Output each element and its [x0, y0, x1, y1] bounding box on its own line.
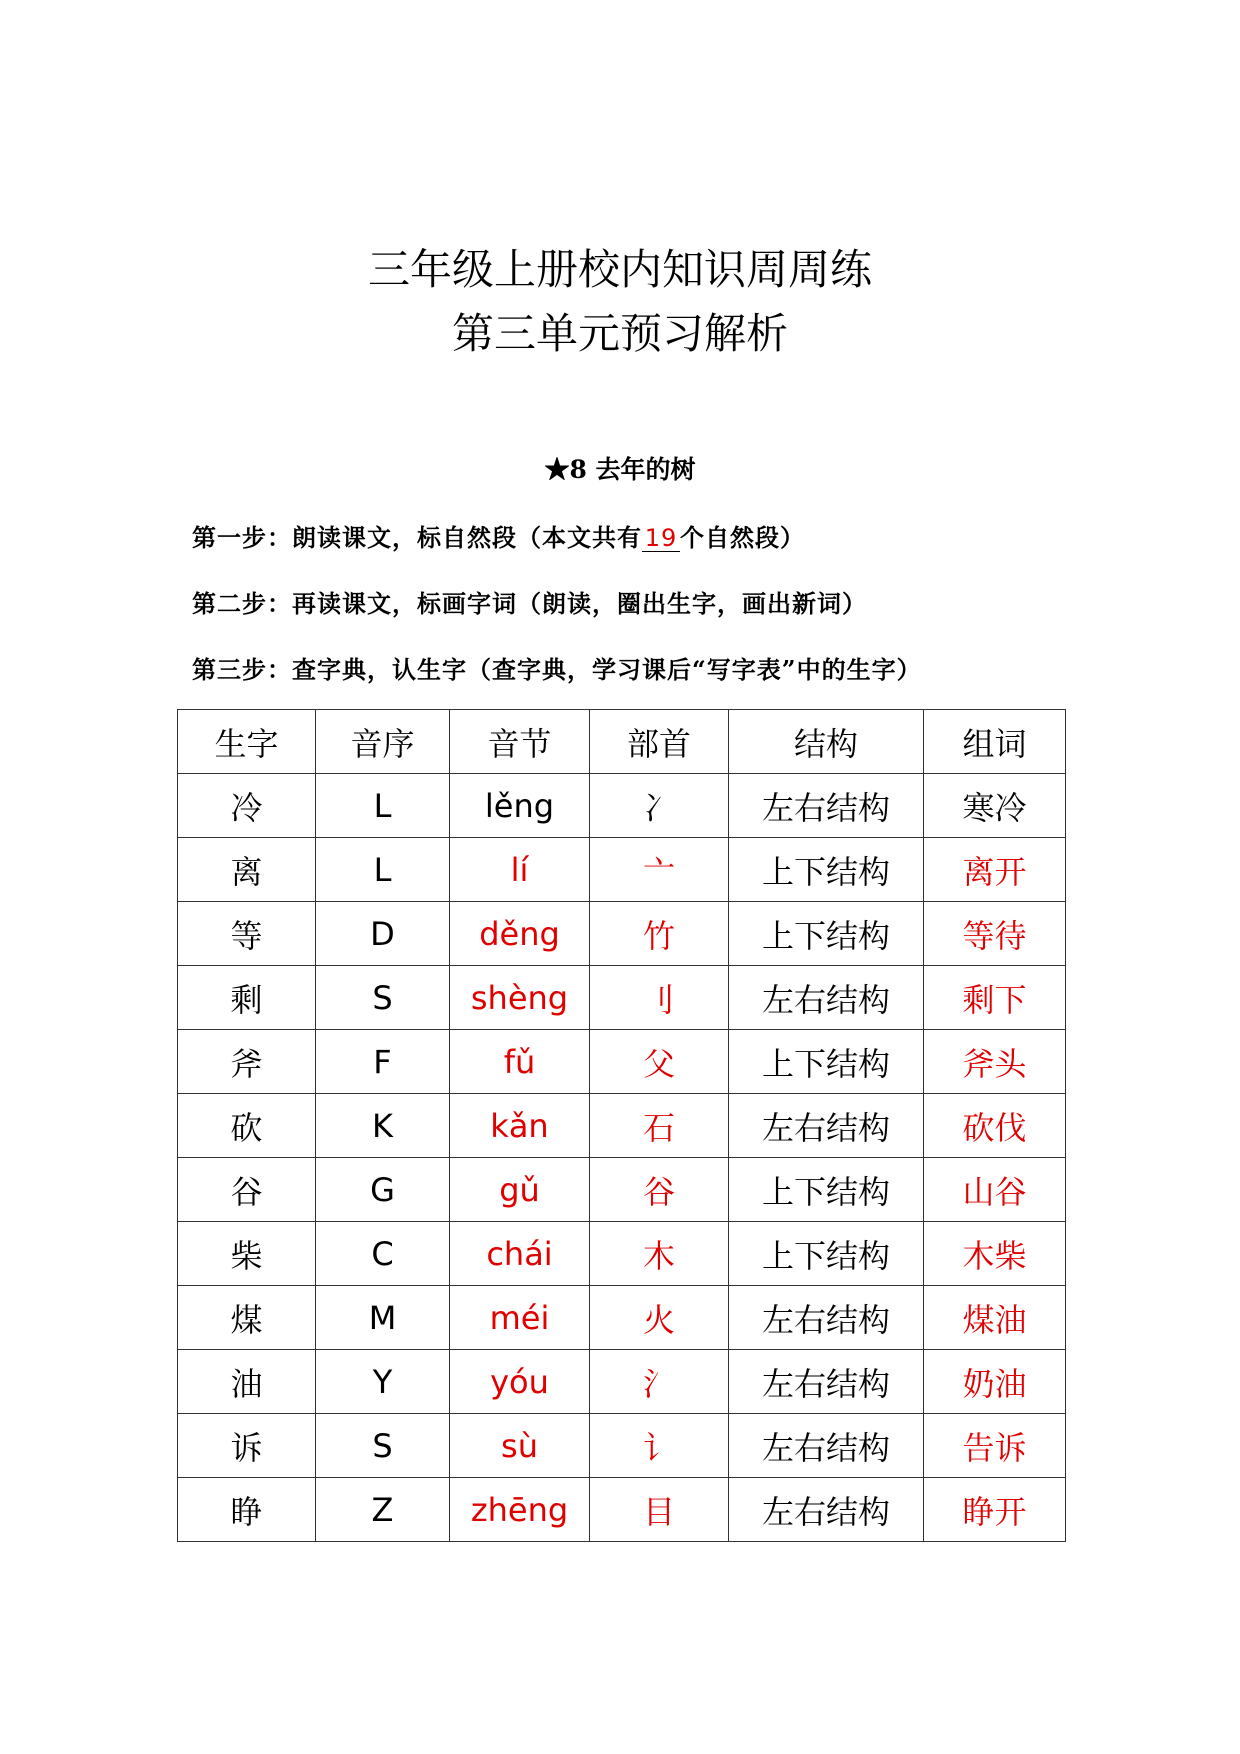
cell-pinyin: sù — [450, 1414, 590, 1478]
paragraph-count-answer: 19 — [642, 526, 680, 552]
table-row — [178, 774, 1066, 838]
cell-structure: 上下结构 — [729, 1158, 924, 1222]
cell-character: 油 — [178, 1350, 316, 1414]
cell-radical: 冫 — [590, 774, 729, 838]
cell-radical: 木 — [590, 1222, 729, 1286]
cell-character: 斧 — [178, 1030, 316, 1094]
cell-words: 告诉 — [924, 1414, 1066, 1478]
cell-radical: 氵 — [590, 1350, 729, 1414]
cell-radical: 火 — [590, 1286, 729, 1350]
cell-words: 等待 — [924, 902, 1066, 966]
cell-initial: F — [316, 1030, 450, 1094]
table-row — [178, 1286, 1066, 1350]
cell-pinyin: shèng — [450, 966, 590, 1030]
cell-initial: S — [316, 1414, 450, 1478]
page-title: 三年级上册校内知识周周练 — [367, 245, 872, 294]
page-subtitle: 第三单元预习解析 — [451, 309, 788, 358]
step-3: 第三步：查字典，认生字（查字典，学习课后“写字表”中的生字） — [192, 655, 922, 684]
cell-initial: Y — [316, 1350, 450, 1414]
table-row — [178, 1094, 1066, 1158]
cell-radical: 谷 — [590, 1158, 729, 1222]
cell-pinyin: lěng — [450, 774, 590, 838]
cell-character: 煤 — [178, 1286, 316, 1350]
cell-pinyin: méi — [450, 1286, 590, 1350]
table-row — [178, 1222, 1066, 1286]
cell-pinyin: chái — [450, 1222, 590, 1286]
header-initial: 音序 — [316, 710, 450, 774]
table-row — [178, 1350, 1066, 1414]
cell-character: 砍 — [178, 1094, 316, 1158]
cell-words: 寒冷 — [924, 774, 1066, 838]
cell-initial: G — [316, 1158, 450, 1222]
cell-structure: 左右结构 — [729, 966, 924, 1030]
cell-pinyin: děng — [450, 902, 590, 966]
cell-radical: 刂 — [590, 966, 729, 1030]
cell-structure: 左右结构 — [729, 1094, 924, 1158]
header-words: 组词 — [924, 710, 1066, 774]
table-header-row — [178, 710, 1066, 774]
cell-radical: 竹 — [590, 902, 729, 966]
cell-initial: L — [316, 774, 450, 838]
cell-initial: L — [316, 838, 450, 902]
cell-structure: 上下结构 — [729, 1222, 924, 1286]
header-character: 生字 — [178, 710, 316, 774]
header-structure: 结构 — [729, 710, 924, 774]
cell-character: 睁 — [178, 1478, 316, 1542]
cell-initial: M — [316, 1286, 450, 1350]
cell-structure: 左右结构 — [729, 774, 924, 838]
step-1-suffix: 个自然段） — [680, 523, 805, 552]
cell-pinyin: gǔ — [450, 1158, 590, 1222]
cell-words: 山谷 — [924, 1158, 1066, 1222]
cell-radical: 讠 — [590, 1414, 729, 1478]
cell-words: 奶油 — [924, 1350, 1066, 1414]
step-2: 第二步：再读课文，标画字词（朗读，圈出生字，画出新词） — [192, 589, 867, 618]
table-row — [178, 1030, 1066, 1094]
cell-radical: 石 — [590, 1094, 729, 1158]
cell-structure: 上下结构 — [729, 838, 924, 902]
cell-initial: K — [316, 1094, 450, 1158]
page-header — [0, 238, 1240, 366]
cell-words: 木柴 — [924, 1222, 1066, 1286]
cell-structure: 左右结构 — [729, 1286, 924, 1350]
cell-pinyin: fǔ — [450, 1030, 590, 1094]
cell-pinyin: zhēng — [450, 1478, 590, 1542]
header-radical: 部首 — [590, 710, 729, 774]
cell-initial: D — [316, 902, 450, 966]
cell-structure: 左右结构 — [729, 1414, 924, 1478]
cell-structure: 左右结构 — [729, 1478, 924, 1542]
cell-words: 睁开 — [924, 1478, 1066, 1542]
cell-character: 剩 — [178, 966, 316, 1030]
table-row — [178, 966, 1066, 1030]
cell-character: 诉 — [178, 1414, 316, 1478]
cell-radical: 父 — [590, 1030, 729, 1094]
table-row — [178, 902, 1066, 966]
step-1-prefix: 第一步：朗读课文，标自然段（本文共有 — [192, 523, 642, 552]
cell-structure: 左右结构 — [729, 1350, 924, 1414]
table-row — [178, 1158, 1066, 1222]
table-row — [178, 1478, 1066, 1542]
cell-character: 冷 — [178, 774, 316, 838]
cell-words: 离开 — [924, 838, 1066, 902]
header-pinyin: 音节 — [450, 710, 590, 774]
cell-words: 剩下 — [924, 966, 1066, 1030]
cell-character: 等 — [178, 902, 316, 966]
character-table — [177, 709, 1066, 1542]
cell-character: 离 — [178, 838, 316, 902]
cell-character: 柴 — [178, 1222, 316, 1286]
cell-radical: 亠 — [590, 838, 729, 902]
cell-structure: 上下结构 — [729, 1030, 924, 1094]
table-row — [178, 838, 1066, 902]
cell-pinyin: lí — [450, 838, 590, 902]
cell-words: 斧头 — [924, 1030, 1066, 1094]
lesson-title: ★8 去年的树 — [544, 455, 696, 484]
table-row — [178, 1414, 1066, 1478]
cell-radical: 目 — [590, 1478, 729, 1542]
cell-initial: S — [316, 966, 450, 1030]
step-1 — [192, 518, 805, 553]
cell-pinyin: kǎn — [450, 1094, 590, 1158]
cell-initial: Z — [316, 1478, 450, 1542]
cell-pinyin: yóu — [450, 1350, 590, 1414]
cell-initial: C — [316, 1222, 450, 1286]
cell-structure: 上下结构 — [729, 902, 924, 966]
cell-character: 谷 — [178, 1158, 316, 1222]
cell-words: 煤油 — [924, 1286, 1066, 1350]
cell-words: 砍伐 — [924, 1094, 1066, 1158]
